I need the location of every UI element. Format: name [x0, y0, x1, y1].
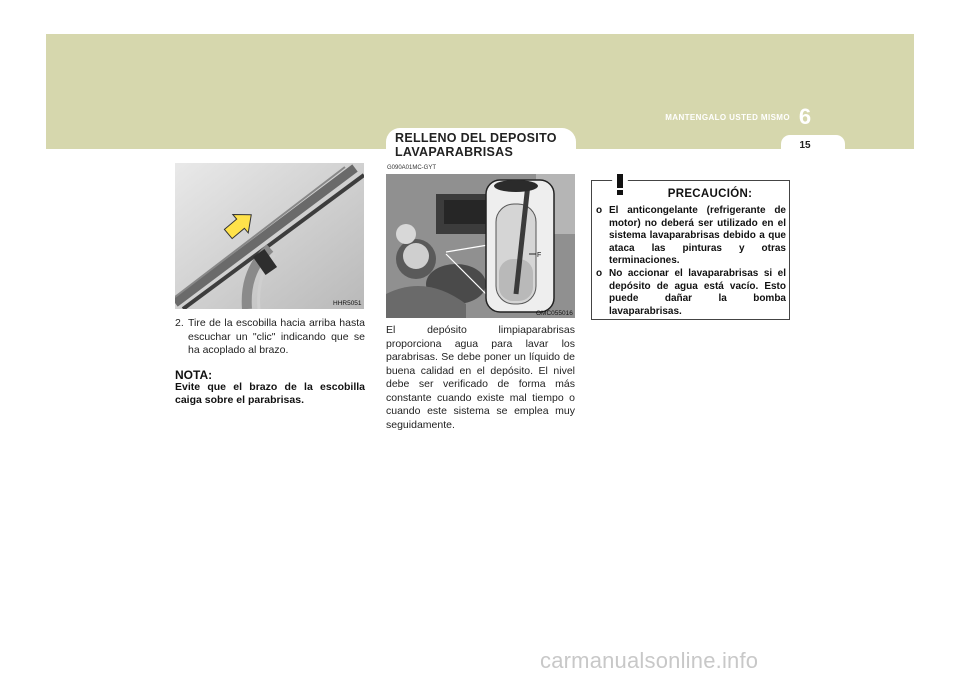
photo-code-left: HHR5051 — [333, 300, 362, 307]
caution-item-text: No accionar el lavaparabrisas si el depósito de agua está vacío. Esto puede dañar la bomba lavaparabrisas. — [609, 268, 786, 317]
caution-item-text: El anticongelante (refrigerante de motor) no deberá ser utilizado en el sistema lavaparabrisas debido a que ataca las pinturas y otras terminaciones. — [609, 205, 786, 266]
warning-triangle-icon — [600, 168, 640, 198]
step-number: 2. — [175, 317, 184, 329]
caution-item — [596, 268, 786, 318]
section-title-line1: RELLENO DEL DEPOSITO — [395, 131, 557, 145]
watermark: carmanualsonline.info — [540, 648, 759, 673]
code-label: G090A01MC-GYT — [387, 165, 437, 171]
caution-bullet: o — [596, 205, 603, 216]
section-title — [395, 131, 575, 159]
photo-code-middle: OMC055016 — [536, 310, 573, 317]
step-text: Tire de la escobilla hacia arriba hasta escuchar un "clic" indicando que se ha acoplado al brazo. — [188, 317, 365, 356]
note-text: Evite que el brazo de la escobilla caiga sobre el parabrisas. — [175, 381, 365, 406]
section-title-line2: LAVAPARABRISAS — [395, 145, 514, 159]
chapter-number: 6 — [798, 104, 812, 129]
wiper-blade-photo — [175, 163, 364, 309]
washer-reservoir-photo — [386, 174, 575, 318]
page-number: 15 — [799, 140, 811, 151]
description-text: El depósito limpiaparabrisas proporciona agua para lavar los parabrisas. Se debe poner un líquido de buena calidad en el depósito. El nivel debe ser verificado de forma más constante cuando existe mal tiempo o cuando este sistema se emplea muy seguidamente. — [386, 324, 575, 431]
gauge-mark: F — [537, 252, 542, 259]
caution-item — [596, 205, 786, 268]
caution-title: PRECAUCIÓN: — [667, 188, 753, 200]
note-heading: NOTA: — [175, 368, 213, 382]
chapter-title: MANTENGALO USTED MISMO — [665, 113, 790, 122]
caution-bullet: o — [596, 268, 603, 279]
step-item — [175, 317, 365, 358]
